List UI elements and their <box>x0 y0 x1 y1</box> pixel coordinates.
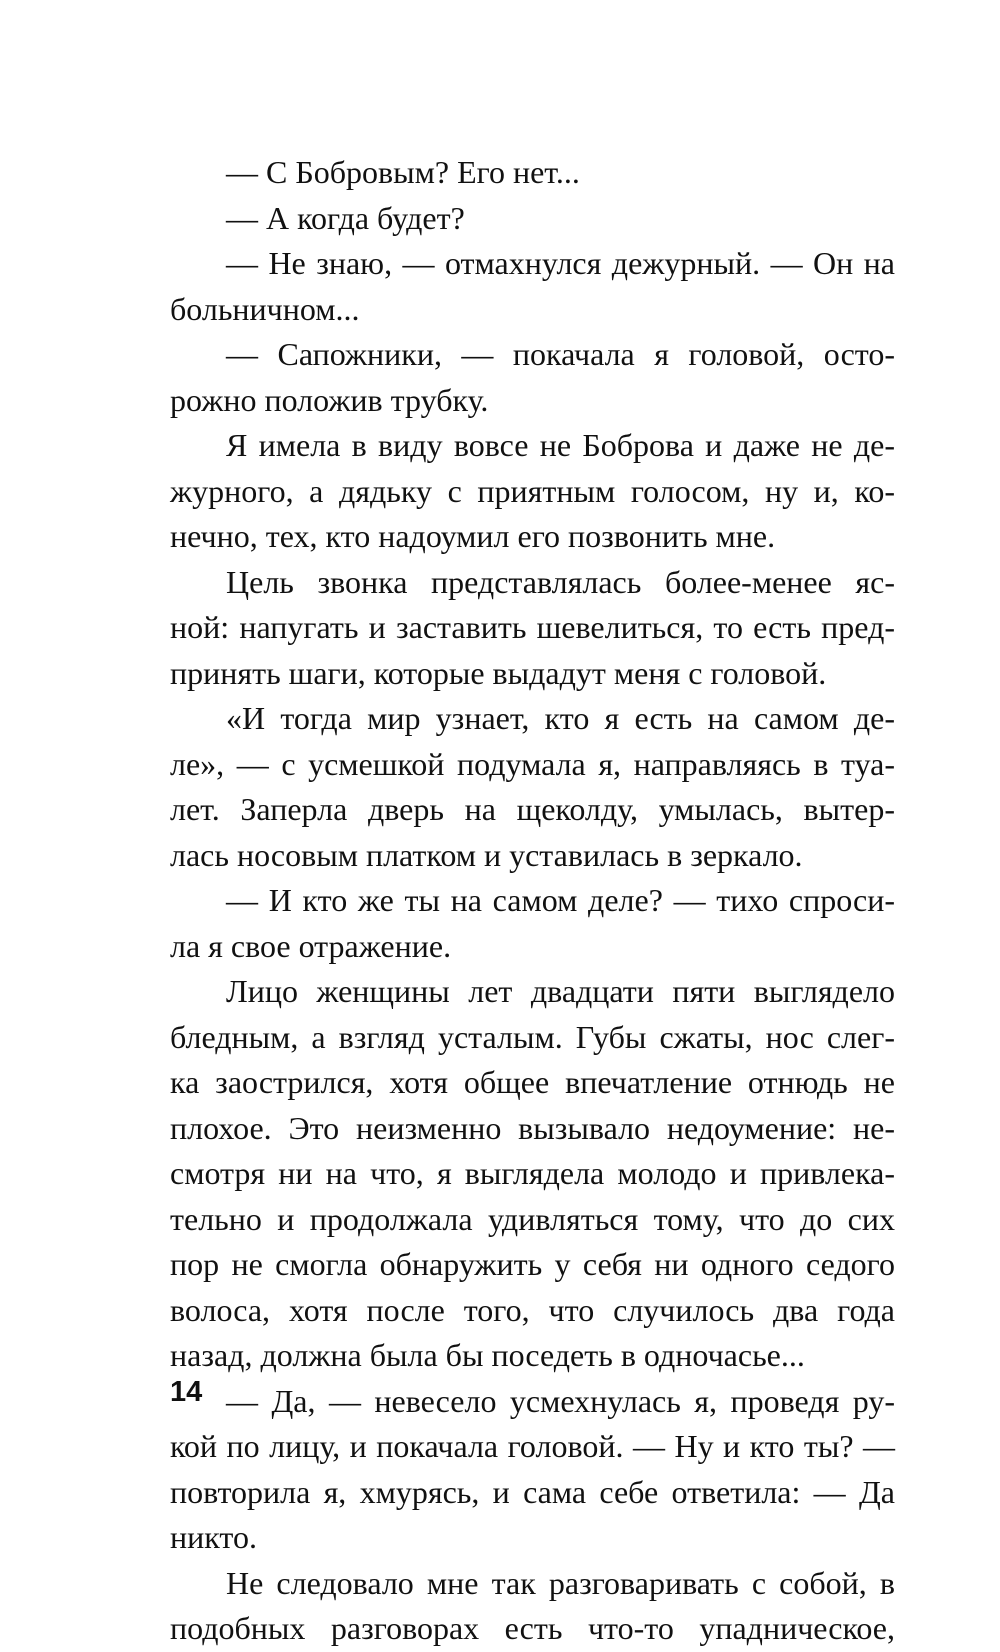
body-text <box>170 150 895 1652</box>
text-line: никто. <box>170 1519 257 1555</box>
text-line: подобных разговорах есть что-то упадническое, <box>170 1610 895 1646</box>
text-line: нечно, тех, кто надоумил его позвонить мне. <box>170 518 776 554</box>
text-line: лет. Заперла дверь на щеколду, умылась, вытер- <box>170 791 895 827</box>
text-line: принять шаги, которые выдадут меня с головой. <box>170 654 827 691</box>
text-line: тельно и продолжала удивляться тому, что до сих <box>170 1200 895 1237</box>
text-line: Не следовало мне так разговаривать с собой, в <box>226 1564 895 1601</box>
text-line: — Да, — невесело усмехнулась я, проведя ру- <box>226 1382 895 1419</box>
text-line: назад, должна была бы поседеть в одночасье... <box>170 1337 805 1373</box>
text-line: — Сапожники, — покачала я головой, осто- <box>226 336 895 372</box>
text-line: — И кто же ты на самом деле? — тихо спроси- <box>226 882 895 918</box>
text-line: ка заострился, хотя общее впечатление отнюдь не <box>170 1064 895 1100</box>
text-line: «И тогда мир узнает, кто я есть на самом де- <box>226 700 895 736</box>
page-number: 14 <box>170 1376 203 1408</box>
text-line: ле», — с усмешкой подумала я, направляясь в туа- <box>170 745 895 782</box>
text-line: кой по лицу, и покачала головой. — Ну и кто ты? — <box>170 1428 895 1464</box>
text-line: — Не знаю, — отмахнулся дежурный. — Он на <box>226 245 895 281</box>
text-line: смотря ни на что, я выглядела молодо и привлека- <box>170 1155 895 1191</box>
text-line: Цель звонка представлялась более-менее яс- <box>226 563 895 600</box>
text-line: журного, а дядьку с приятным голосом, ну и, ко- <box>170 472 895 509</box>
text-line: Я имела в виду вовсе не Боброва и даже не де- <box>226 427 895 463</box>
text-line: пор не смогла обнаружить у себя ни одного седого <box>170 1246 895 1282</box>
text-line: повторила я, хмурясь, и сама себе ответила: — Да <box>170 1473 895 1510</box>
text-line: ла я свое отражение. <box>170 927 452 964</box>
text-line: волоса, хотя после того, что случилось два года <box>170 1291 895 1328</box>
text-line: Лицо женщины лет двадцати пяти выглядело <box>226 973 895 1009</box>
text-line: — С Бобровым? Его нет... <box>226 154 580 190</box>
text-line: лась носовым платком и уставилась в зеркало. <box>170 836 803 873</box>
text-line: ной: напугать и заставить шевелиться, то есть пред- <box>170 609 895 645</box>
text-line: рожно положив трубку. <box>170 381 489 418</box>
text-line: — А когда будет? <box>226 199 465 236</box>
text-line: больничном... <box>170 290 360 327</box>
text-line: бледным, а взгляд усталым. Губы сжаты, нос слег- <box>170 1018 895 1055</box>
text-line: плохое. Это неизменно вызывало недоумение: не- <box>170 1109 895 1146</box>
